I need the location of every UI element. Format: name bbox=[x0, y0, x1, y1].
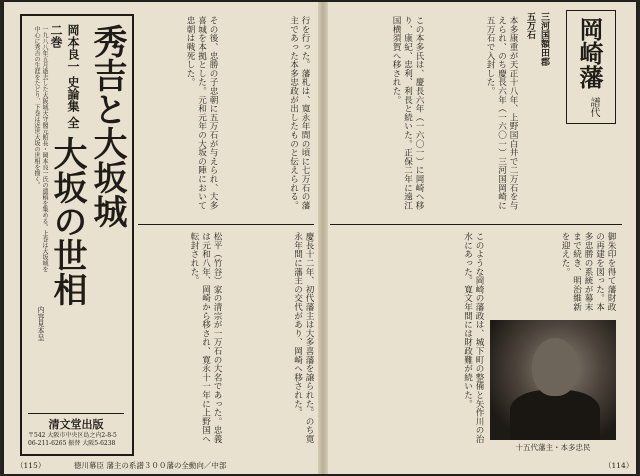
publisher-name: 清文堂出版 bbox=[48, 418, 104, 431]
chapter-tag: 譜代 bbox=[588, 97, 599, 117]
book-gutter bbox=[318, 2, 328, 474]
left-footer-caption: 徳川幕臣 藩主の系譜３００藩の全動向／中部 bbox=[74, 461, 227, 470]
ad-title-2: 大坂の世相 bbox=[47, 136, 87, 306]
left-text-block-3: 慶長十二年、初代藩主は大多喜藩を譲られた。のち寛永年間に藩主の交代があり、岡崎へ移された。 bbox=[292, 232, 314, 444]
ad-author-line: 岡本良一 史論集 全二巻 bbox=[49, 24, 80, 129]
right-divider bbox=[330, 224, 622, 225]
ad-blurb: 一九八八年五月逝去した大阪城天守閣元館長・岡本良一氏の遺稿を集める。上巻は大坂城を中心に秀吉の生涯をたどり、下巻は近世大坂の世相を描く。 bbox=[33, 26, 48, 272]
photo-caption: 十五代藩主・本多忠民 bbox=[515, 443, 591, 452]
ad-title-1: 秀吉と大坂城 bbox=[87, 24, 127, 228]
right-text-block-4: 御朱印を得て藩財政の再建を図った。本多忠勝の系統が幕末まで続き、明治維新を迎えた。 bbox=[560, 232, 616, 312]
right-text-block-2: この本多氏は、慶長六年（一六〇一）に岡崎へ移り、康紀、忠利、利長と続いた。正保二年に遠江国横須賀へ移された。 bbox=[391, 16, 424, 210]
publisher-phone: 06-211-6265 振替 大阪5-6238 bbox=[28, 440, 116, 447]
left-page-number: （115） bbox=[16, 461, 46, 470]
right-page-number: （114） bbox=[604, 461, 634, 470]
section-heading-stipend: 五万石 bbox=[525, 12, 535, 39]
ad-price-note: 内容見本呈 bbox=[37, 306, 45, 341]
publisher-block bbox=[28, 413, 124, 448]
publisher-address: 〒542 大阪市中央区島之内2-8-5 bbox=[28, 432, 117, 439]
left-text-block-2: その後、忠勝の子忠朝に五万石が与えられ、大多喜城を本拠とした。元和元年の大坂の陣において忠朝は戦死した。 bbox=[185, 16, 218, 210]
left-divider bbox=[138, 224, 314, 225]
book-spread bbox=[4, 2, 636, 474]
section-heading-province: 三河国額田郡 bbox=[539, 12, 549, 66]
right-text-block-3: このような岡崎の藩政は、城下町の整備と矢作川の治水にあった。寛文年間には財政難が続いた。 bbox=[462, 232, 484, 444]
left-text-block-1: 行を行った。藩札は、寛永年間の頃に七万石の藩主であった本多忠政が出したものと伝えられる。 bbox=[288, 16, 310, 210]
chapter-title: 岡崎藩 bbox=[575, 17, 604, 89]
right-text-block-1: 本多康重が天正十八年、上野国白井で二万石を与えられ、のち慶長六年（一六〇一）三河国岡崎に五万石で入封した。 bbox=[485, 16, 518, 210]
chapter-title-box bbox=[566, 10, 616, 124]
book-advertisement bbox=[20, 14, 134, 456]
portrait-photo bbox=[490, 320, 616, 440]
left-text-block-4: 松平（竹谷）家の清宗が一万石の大名であった。忠義は元和八年、岡崎から移され、寛永十一年に上野国へ転封された。 bbox=[189, 232, 222, 444]
